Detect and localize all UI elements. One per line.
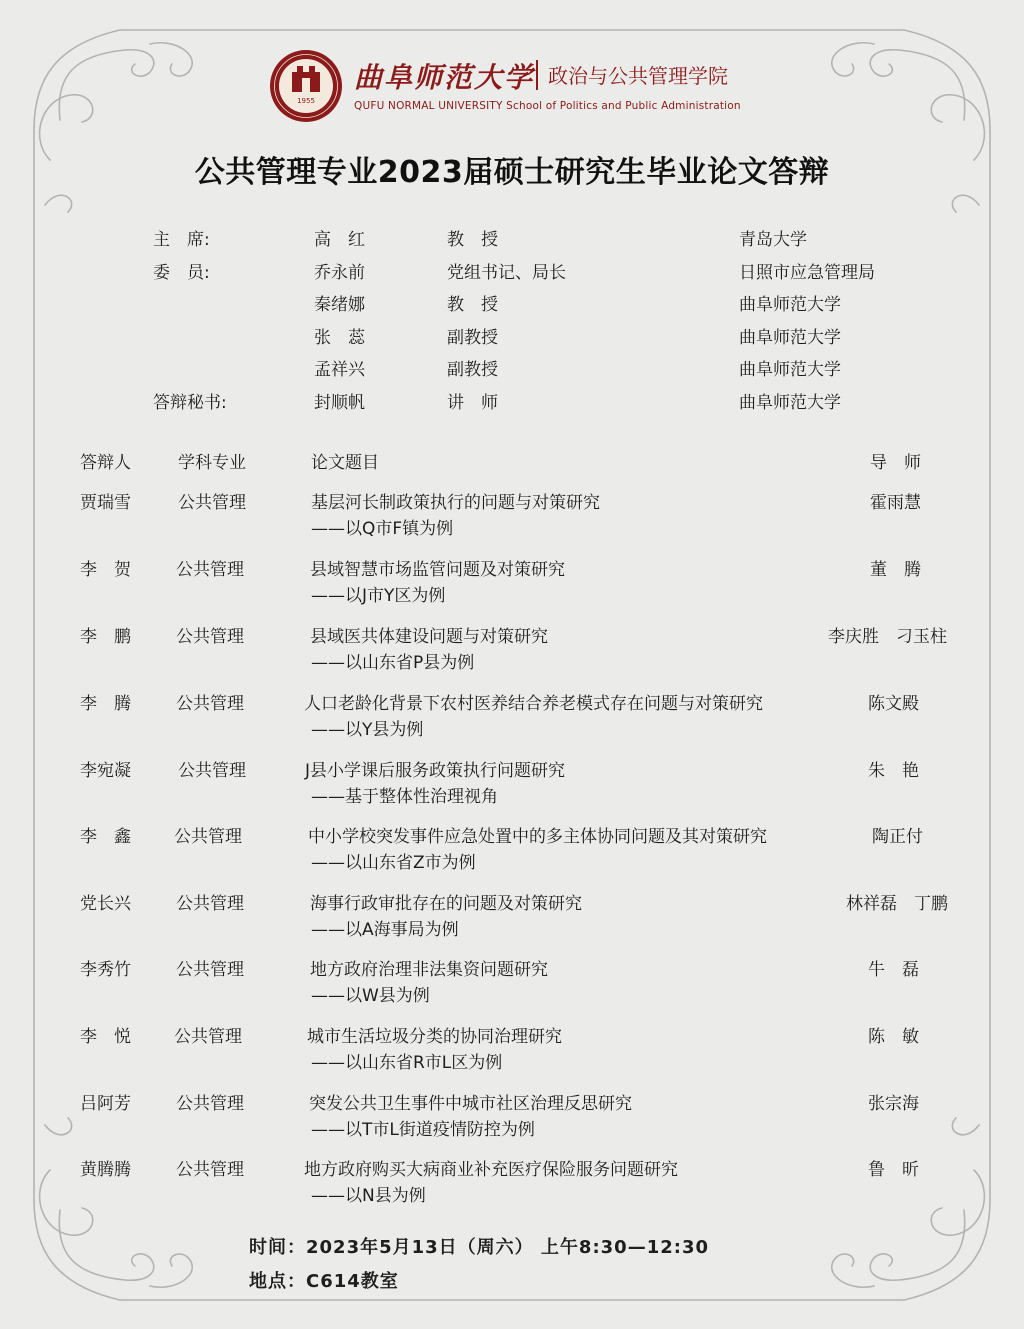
major: 公共管理 <box>174 1027 242 1047</box>
committee-role: 答辩秘书: <box>153 393 227 413</box>
header-major: 学科专业 <box>178 453 246 473</box>
student-name: 吕阿芳 <box>80 1094 131 1114</box>
committee-position: 副教授 <box>447 360 498 380</box>
major: 公共管理 <box>176 894 244 914</box>
thesis-title: 县域医共体建设问题与对策研究 <box>310 627 548 647</box>
school-name-cn: 政治与公共管理学院 <box>548 64 728 88</box>
thesis-subtitle: ——基于整体性治理视角 <box>311 787 498 807</box>
committee-name: 乔永前 <box>314 263 365 283</box>
header-advisor: 导 师 <box>870 453 921 473</box>
advisor: 陈 敏 <box>868 1027 919 1047</box>
committee-org: 青岛大学 <box>739 230 807 250</box>
header-divider <box>536 60 538 90</box>
university-name-en: QUFU NORMAL UNIVERSITY School of Politics and Public Administration <box>354 100 741 112</box>
event-place: 地点：C614教室 <box>249 1271 399 1292</box>
thesis-title: 地方政府购买大病商业补充医疗保险服务问题研究 <box>304 1160 678 1180</box>
committee-org: 曲阜师范大学 <box>739 393 841 413</box>
major: 公共管理 <box>178 493 246 513</box>
advisor: 朱 艳 <box>868 761 919 781</box>
committee-position: 党组书记、局长 <box>447 263 566 283</box>
thesis-subtitle: ——以T市L街道疫情防控为例 <box>311 1120 535 1140</box>
major: 公共管理 <box>176 627 244 647</box>
committee-name: 秦绪娜 <box>314 295 365 315</box>
major: 公共管理 <box>178 761 246 781</box>
committee-position: 副教授 <box>447 328 498 348</box>
thesis-subtitle: ——以A海事局为例 <box>311 920 459 940</box>
committee-name: 张 蕊 <box>314 328 365 348</box>
student-name: 党长兴 <box>80 894 131 914</box>
committee-position: 教 授 <box>447 295 498 315</box>
university-seal-icon <box>268 48 344 124</box>
thesis-title: 中小学校突发事件应急处置中的多主体协同问题及其对策研究 <box>308 827 767 847</box>
committee-name: 封顺帆 <box>314 393 365 413</box>
event-time: 时间：2023年5月13日（周六） 上午8:30—12:30 <box>249 1237 710 1258</box>
thesis-subtitle: ——以山东省R市L区为例 <box>311 1053 503 1073</box>
header-student: 答辩人 <box>80 453 131 473</box>
header-topic: 论文题目 <box>311 453 379 473</box>
thesis-title: 县域智慧市场监管问题及对策研究 <box>310 560 565 580</box>
advisor: 鲁 昕 <box>868 1160 919 1180</box>
major: 公共管理 <box>176 960 244 980</box>
thesis-subtitle: ——以Q市F镇为例 <box>311 519 454 539</box>
page-title: 公共管理专业2023届硕士研究生毕业论文答辩 <box>194 155 830 190</box>
committee-role: 委 员: <box>153 263 210 283</box>
student-name: 李 鑫 <box>80 827 131 847</box>
student-name: 贾瑞雪 <box>80 493 131 513</box>
committee-org: 曲阜师范大学 <box>739 360 841 380</box>
student-name: 李秀竹 <box>80 960 131 980</box>
committee-org: 曲阜师范大学 <box>739 328 841 348</box>
advisor: 陶正付 <box>872 827 923 847</box>
advisor: 陈文殿 <box>868 694 919 714</box>
seal-year: 1955 <box>297 97 315 105</box>
student-name: 黄腾腾 <box>80 1160 131 1180</box>
committee-org: 曲阜师范大学 <box>739 295 841 315</box>
major: 公共管理 <box>174 827 242 847</box>
thesis-title: 突发公共卫生事件中城市社区治理反思研究 <box>309 1094 632 1114</box>
advisor: 牛 磊 <box>868 960 919 980</box>
thesis-title: 海事行政审批存在的问题及对策研究 <box>310 894 582 914</box>
thesis-subtitle: ——以Y县为例 <box>311 720 424 740</box>
thesis-subtitle: ——以J市Y区为例 <box>311 586 446 606</box>
thesis-subtitle: ——以山东省Z市为例 <box>311 853 476 873</box>
thesis-title: 人口老龄化背景下农村医养结合养老模式存在问题与对策研究 <box>304 694 763 714</box>
committee-name: 高 红 <box>314 230 365 250</box>
advisor: 张宗海 <box>868 1094 919 1114</box>
committee-position: 讲 师 <box>447 393 498 413</box>
thesis-subtitle: ——以W县为例 <box>311 986 430 1006</box>
committee-org: 日照市应急管理局 <box>739 263 875 283</box>
thesis-title: 基层河长制政策执行的问题与对策研究 <box>311 493 600 513</box>
student-name: 李 鹏 <box>80 627 131 647</box>
committee-position: 教 授 <box>447 230 498 250</box>
student-name: 李 腾 <box>80 694 131 714</box>
major: 公共管理 <box>176 1160 244 1180</box>
advisor: 霍雨慧 <box>870 493 921 513</box>
advisor: 林祥磊 丁鹏 <box>846 894 948 914</box>
major: 公共管理 <box>176 1094 244 1114</box>
major: 公共管理 <box>176 694 244 714</box>
student-name: 李 贺 <box>80 560 131 580</box>
committee-role: 主 席: <box>153 230 210 250</box>
advisor: 董 腾 <box>870 560 921 580</box>
school-header <box>268 48 768 120</box>
thesis-title: 地方政府治理非法集资问题研究 <box>310 960 548 980</box>
student-name: 李宛凝 <box>80 761 131 781</box>
student-name: 李 悦 <box>80 1027 131 1047</box>
thesis-subtitle: ——以N县为例 <box>311 1186 426 1206</box>
thesis-title: J县小学课后服务政策执行问题研究 <box>305 761 566 781</box>
thesis-title: 城市生活垃圾分类的协同治理研究 <box>307 1027 562 1047</box>
thesis-subtitle: ——以山东省P县为例 <box>311 653 475 673</box>
major: 公共管理 <box>176 560 244 580</box>
university-name-cn: 曲阜师范大学 <box>354 61 535 94</box>
advisor: 李庆胜 刁玉柱 <box>828 627 947 647</box>
committee-name: 孟祥兴 <box>314 360 365 380</box>
